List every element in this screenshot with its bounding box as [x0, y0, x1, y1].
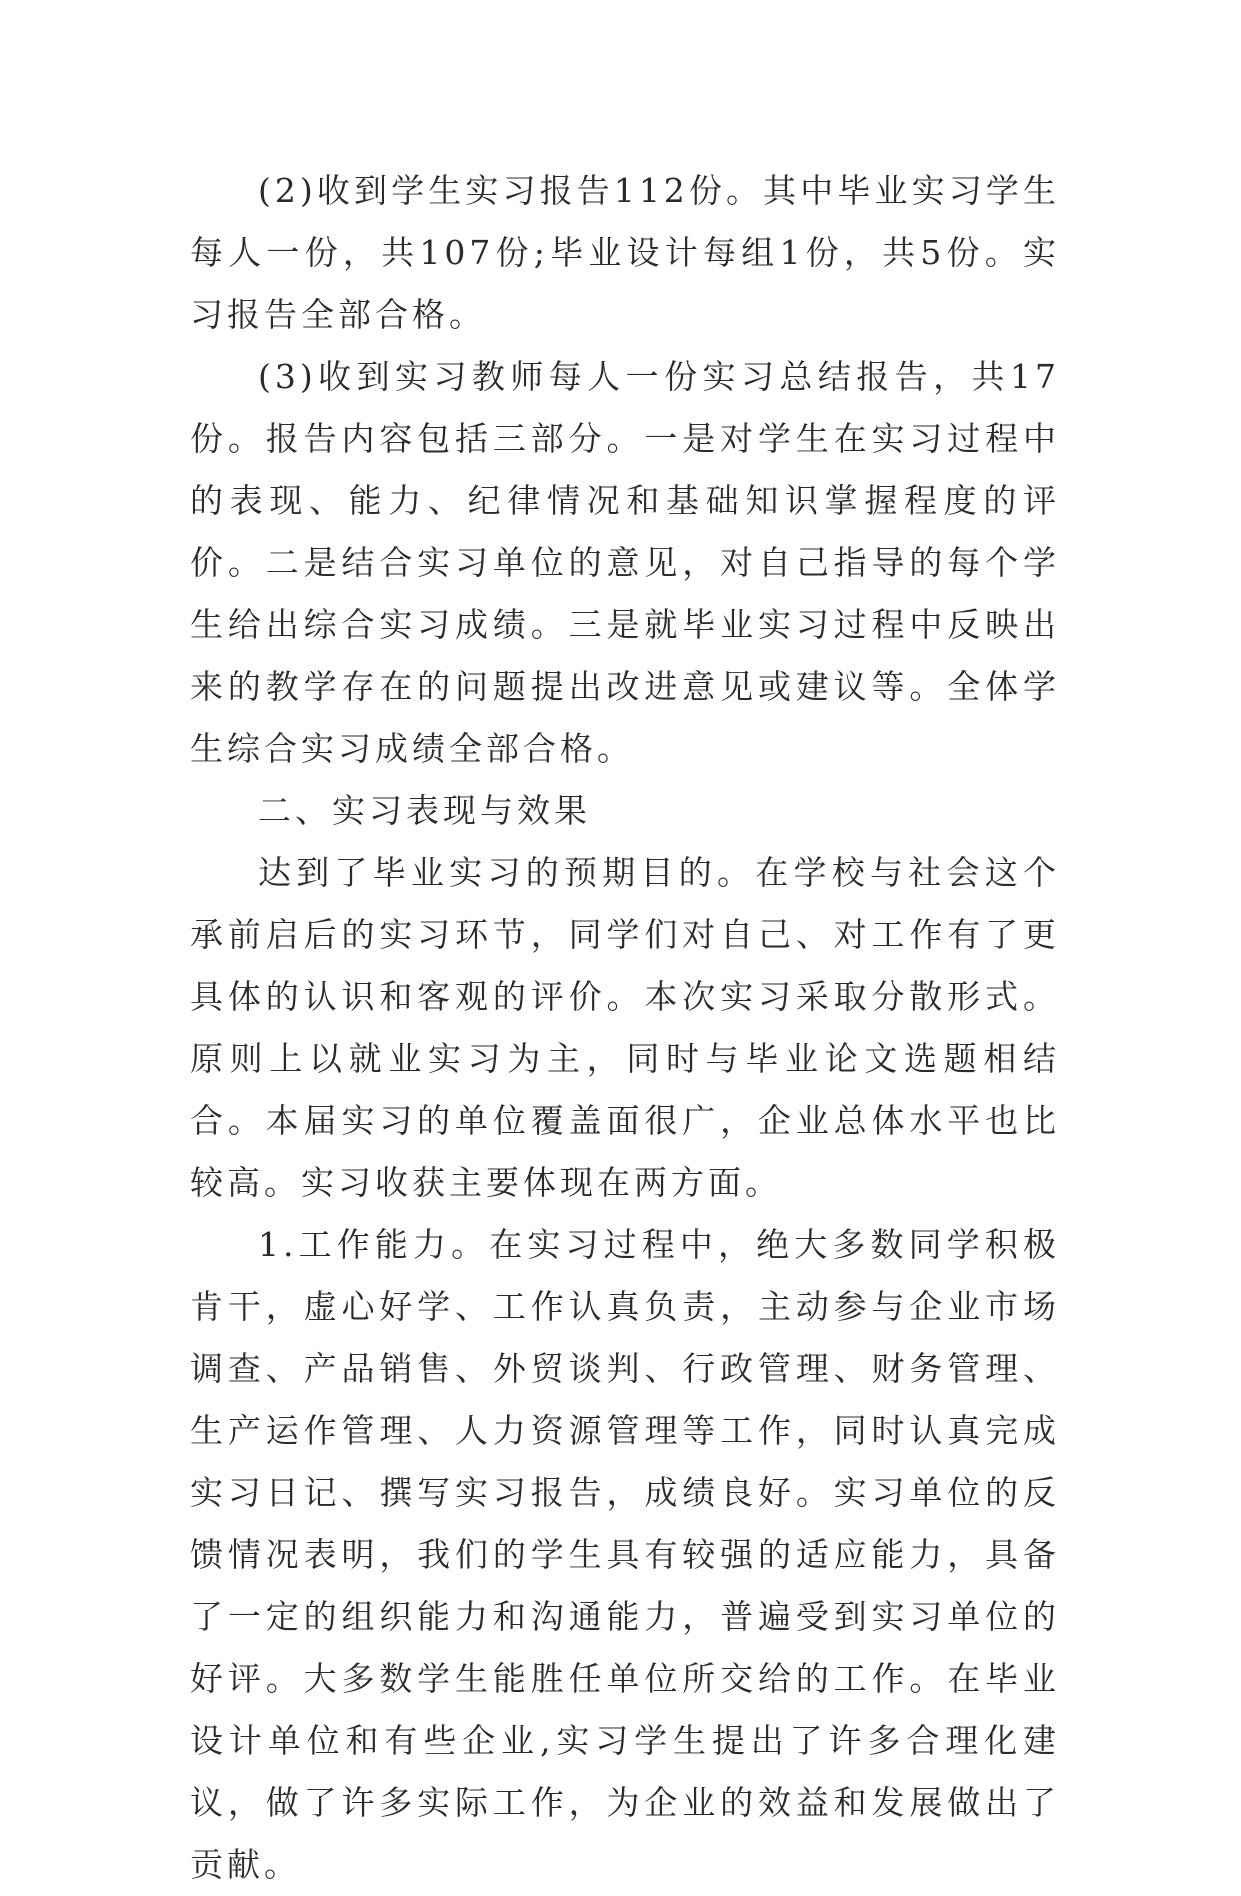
paragraph-work-ability: 1.工作能力。在实习过程中，绝大多数同学积极肯干，虚心好学、工作认真负责，主动参与企业市场调查、产品销售、外贸谈判、行政管理、财务管理、生产运作管理、人力资源管理等工作，同时认真完成实习日记、撰写实习报告，成绩良好。实习单位的反馈情况表明，我们的学生具有较强的适应能力，具备了一定的组织能力和沟通能力，普遍受到实习单位的好评。大多数学生能胜任单位所交给的工作。在毕业设计单位和有些企业,实习学生提出了许多合理化建议，做了许多实际工作，为企业的效益和发展做出了贡献。	[190, 1225, 1060, 1884]
section-heading: 二、实习表现与效果	[258, 791, 591, 830]
paragraph-internship-goals: 达到了毕业实习的预期目的。在学校与社会这个承前启后的实习环节，同学们对自己、对工作有了更具体的认识和客观的评价。本次实习采取分散形式。原则上以就业实习为主，同时与毕业论文选题相结合。本届实习的单位覆盖面很广，企业总体水平也比较高。实习收获主要体现在两方面。	[190, 853, 1060, 1202]
paragraph-teacher-reports: (3)收到实习教师每人一份实习总结报告，共17份。报告内容包括三部分。一是对学生在实习过程中的表现、能力、纪律情况和基础知识掌握程度的评价。二是结合实习单位的意见，对自己指导的每个学生给出综合实习成绩。三是就毕业实习过程中反映出来的教学存在的问题提出改进意见或建议等。全体学生综合实习成绩全部合格。	[190, 357, 1060, 768]
paragraph-report-count: (2)收到学生实习报告112份。其中毕业实习学生每人一份，共107份;毕业设计每组1份，共5份。实习报告全部合格。	[190, 171, 1060, 334]
document-body	[190, 160, 1060, 1896]
